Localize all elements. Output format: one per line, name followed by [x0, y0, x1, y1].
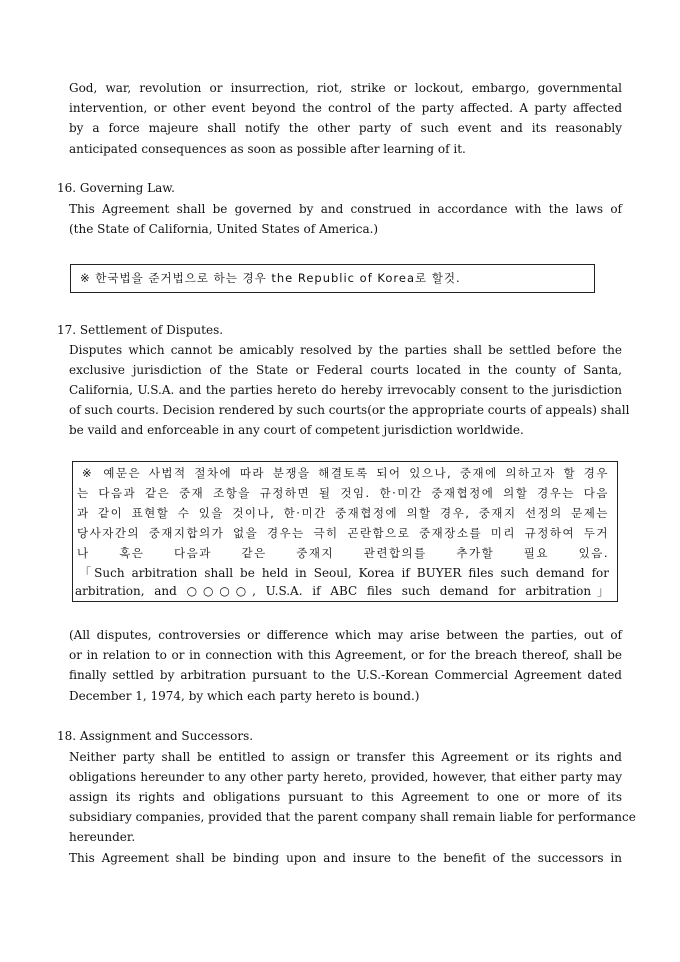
note-line: arbitration, and ○○○○, U.S.A. if ABC files such demand for arbitration」	[75, 584, 609, 598]
paragraph-line: God, war, revolution or insurrection, riot, strike or lockout, embargo, governmental	[69, 81, 622, 95]
paragraph-line: December 1, 1974, by which each party hereto is bound.)	[69, 689, 420, 703]
note-text: ※ 한국법을 준거법으로 하는 경우 the Republic of Korea로 할것.	[80, 271, 461, 285]
note-line: ※ 예문은 사법적 절차에 따라 분쟁을 해결토록 되어 있으나, 중재에 의하고자 할 경우	[82, 466, 609, 480]
paragraph-line: intervention, or other event beyond the control of the party affected. A party affected	[69, 101, 622, 115]
note-line: 당사자간의 중재지합의가 없을 경우는 극히 곤란함으로 중재장소를 미리 규정하여 두거	[77, 526, 609, 540]
section-heading: 17. Settlement of Disputes.	[57, 323, 224, 337]
paragraph-line: or in relation to or in connection with this Agreement, or for the breach thereof, shall be	[69, 648, 622, 662]
note-line: 「Such arbitration shall be held in Seoul, Korea if BUYER files such demand for	[79, 566, 609, 580]
paragraph-line: California, U.S.A. and the parties hereto do hereby irrevocably consent to the jurisdiction	[69, 383, 622, 397]
note-line: 는 다음과 같은 중재 조항을 규정하면 될 것임. 한·미간 중재협정에 의할 경우는 다음	[77, 486, 609, 500]
note-line: 과 같이 표현할 수 있을 것이나, 한·미간 중재협정에 의할 경우, 중재지 선정의 문제는	[77, 506, 609, 520]
paragraph-line: by a force majeure shall notify the other party of such event and its reasonably	[69, 121, 622, 135]
paragraph-line: hereunder.	[69, 830, 136, 844]
section-heading: 16. Governing Law.	[57, 181, 175, 195]
paragraph-line: exclusive jurisdiction of the State or Federal courts located in the county of Santa,	[69, 363, 622, 377]
paragraph-line: Neither party shall be entitled to assign or transfer this Agreement or its rights and	[69, 750, 622, 764]
paragraph-line: (the State of California, United States of America.)	[69, 222, 379, 236]
paragraph-line: This Agreement shall be binding upon and insure to the benefit of the successors in	[69, 851, 622, 865]
note-line: 나 혹은 다음과 같은 중재지 관련합의를 추가할 필요 있음.	[77, 546, 609, 560]
section-heading: 18. Assignment and Successors.	[57, 729, 254, 743]
paragraph-line: assign its rights and obligations pursuant to this Agreement to one or more of its	[69, 790, 622, 804]
paragraph-line: (All disputes, controversies or difference which may arise between the parties, out of	[69, 628, 622, 642]
paragraph-line: This Agreement shall be governed by and construed in accordance with the laws of	[69, 202, 622, 216]
note-box	[72, 461, 618, 602]
paragraph-line: obligations hereunder to any other party hereto, provided, however, that either party may	[69, 770, 622, 784]
paragraph-line: Disputes which cannot be amicably resolved by the parties shall be settled before the	[69, 343, 622, 357]
paragraph-line: of such courts. Decision rendered by such courts(or the appropriate courts of appeals) shall	[69, 403, 630, 417]
paragraph-line: anticipated consequences as soon as possible after learning of it.	[69, 142, 466, 156]
paragraph-line: finally settled by arbitration pursuant to the U.S.-Korean Commercial Agreement dated	[69, 668, 622, 682]
paragraph-line: be vaild and enforceable in any court of competent jurisdiction worldwide.	[69, 423, 524, 437]
note-box	[70, 264, 595, 293]
paragraph-line: subsidiary companies, provided that the parent company shall remain liable for performance	[69, 810, 636, 824]
